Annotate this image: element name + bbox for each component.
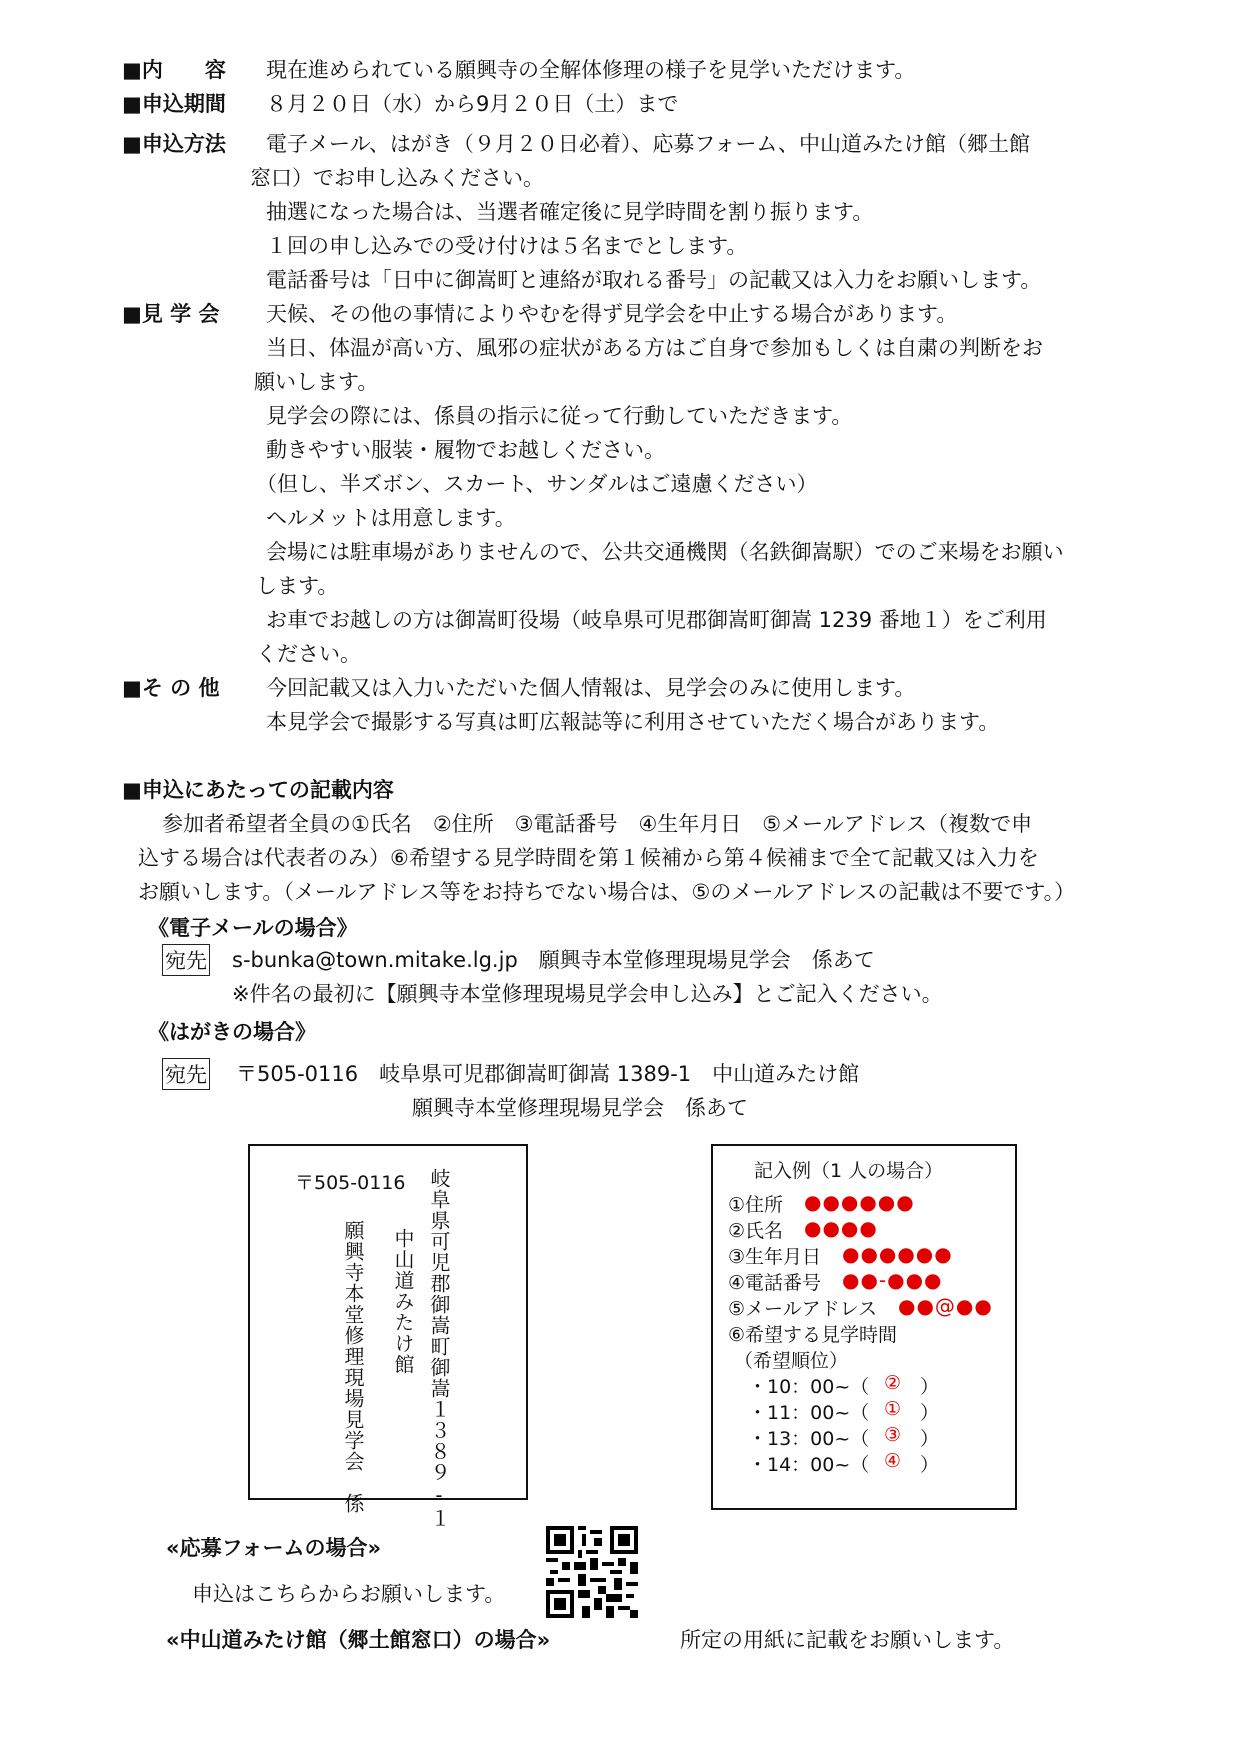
example-label-name: ②氏名 — [728, 1220, 784, 1242]
example-rank-2: ① — [884, 1398, 902, 1420]
form-heading: «応募フォームの場合» — [166, 1536, 382, 1560]
example-close-2: ） — [920, 1402, 940, 1424]
example-close-3: ） — [920, 1428, 940, 1450]
example-time-label: ⑥希望する見学時間 — [728, 1324, 898, 1346]
email-atesaki: 宛先 — [162, 944, 210, 976]
kengakukai-line-2: 当日、体温が高い方、風邪の症状がある方はご自身で参加もしくは自粛の判断をお — [266, 336, 1043, 360]
label-naiyou: ■内 容 — [122, 58, 226, 82]
example-value-birthday: ●●●●●● — [842, 1242, 953, 1266]
email-note: ※件名の最初に【願興寺本堂修理現場見学会申し込み】とご記入ください。 — [232, 982, 943, 1006]
example-time-2: ・11：00~（ — [748, 1402, 870, 1424]
qr-code[interactable] — [546, 1526, 638, 1618]
kisai-line-1: 参加者希望者全員の①氏名 ②住所 ③電話番号 ④生年月日 ⑤メールアドレス（複数で申 — [162, 812, 1033, 836]
example-time-1: ・10：00~（ — [748, 1376, 870, 1398]
houhou-line-1: 電子メール、はがき（９月２０日必着）、応募フォーム、中山道みたけ館（郷土館 — [266, 132, 1030, 156]
example-value-email: ●●@●● — [898, 1294, 993, 1318]
example-time-4: ・14：00~（ — [748, 1454, 870, 1476]
museum-text: 所定の用紙に記載をお願いします。 — [680, 1628, 1015, 1652]
postcard-recipient-col: 願興寺本堂修理現場見学会 係 — [341, 1220, 365, 1514]
example-time-3: ・13：00~（ — [748, 1428, 870, 1450]
museum-heading: «中山道みたけ館（郷土館窓口）の場合» — [166, 1628, 551, 1652]
houhou-line-5: 電話番号は「日中に御嵩町と連絡が取れる番号」の記載又は入力をお願いします。 — [266, 268, 1042, 292]
naiyou-text: 現在進められている願興寺の全解体修理の様子を見学いただけます。 — [266, 58, 916, 82]
example-label-phone: ④電話番号 — [728, 1272, 822, 1294]
example-rank-3: ③ — [884, 1424, 902, 1446]
kengakukai-line-5: 動きやすい服装・履物でお越しください。 — [266, 438, 665, 462]
example-close-4: ） — [920, 1454, 940, 1476]
houhou-line-4: １回の申し込みでの受け付けは５名までとします。 — [266, 234, 748, 258]
example-label-birthday: ③生年月日 — [728, 1246, 822, 1268]
example-label-address: ①住所 — [728, 1194, 784, 1216]
example-value-phone: ●●-●●● — [842, 1268, 943, 1292]
hagaki-address: 〒505-0116 岐阜県可児郡御嵩町御嵩 1389-1 中山道みたけ館 — [236, 1062, 860, 1086]
postcard-frame — [248, 1144, 528, 1500]
kisai-line-2: 込する場合は代表者のみ）⑥希望する見学時間を第１候補から第４候補まで全て記載又は入力を — [138, 846, 1039, 870]
kengakukai-line-8: 会場には駐車場がありませんので、公共交通機関（名鉄御嵩駅）でのご来場をお願い — [266, 540, 1064, 564]
example-title: 記入例（1 人の場合） — [754, 1160, 944, 1182]
email-address: s-bunka@town.mitake.lg.jp 願興寺本堂修理現場見学会 係あて — [232, 948, 875, 972]
hagaki-atesaki: 宛先 — [162, 1058, 210, 1090]
kikan-text: ８月２０日（水）から9月２０日（土）まで — [266, 92, 679, 116]
label-houhou: ■申込方法 — [122, 132, 226, 156]
label-sonota: ■そ の 他 — [122, 676, 220, 700]
sonota-line-1: 今回記載又は入力いただいた個人情報は、見学会のみに使用します。 — [266, 676, 916, 700]
houhou-line-2: 窓口）でお申し込みください。 — [250, 166, 544, 190]
kengakukai-line-4: 見学会の際には、係員の指示に従って行動していただきます。 — [266, 404, 853, 428]
example-close-1: ） — [920, 1376, 940, 1398]
form-text: 申込はこちらからお願いします。 — [192, 1582, 506, 1606]
example-rank-4: ④ — [884, 1450, 902, 1472]
example-label-email: ⑤メールアドレス — [728, 1298, 878, 1320]
kengakukai-line-6: （但し、半ズボン、スカート、サンダルはご遠慮ください） — [256, 472, 818, 496]
kengakukai-line-1: 天候、その他の事情によりやむを得ず見学会を中止する場合があります。 — [266, 302, 958, 326]
example-rank-1: ② — [884, 1372, 902, 1394]
kengakukai-line-9: します。 — [256, 574, 339, 598]
houhou-line-3: 抽選になった場合は、当選者確定後に見学時間を割り振ります。 — [266, 200, 874, 224]
kengakukai-line-11: ください。 — [256, 642, 361, 666]
example-value-address: ●●●●●● — [804, 1190, 915, 1214]
label-kikan: ■申込期間 — [122, 92, 226, 116]
kengakukai-line-10: お車でお越しの方は御嵩町役場（岐阜県可児郡御嵩町御嵩 1239 番地１）をご利用 — [266, 608, 1047, 632]
kisai-heading: ■申込にあたっての記載内容 — [122, 778, 394, 802]
postcard-address-col: 岐阜県可児郡御嵩町御嵩１３８９-１ — [427, 1168, 451, 1529]
kengakukai-line-7: ヘルメットは用意します。 — [266, 506, 516, 530]
label-kengakukai: ■見 学 会 — [122, 302, 220, 326]
postcard-zip: 〒505-0116 — [295, 1172, 406, 1194]
example-value-name: ●●●● — [804, 1216, 878, 1240]
postcard-museum-col: 中山道みたけ館 — [391, 1228, 415, 1375]
example-order-label: （希望順位） — [734, 1350, 849, 1372]
hagaki-address-2: 願興寺本堂修理現場見学会 係あて — [412, 1096, 748, 1120]
kengakukai-line-3: 願いします。 — [254, 370, 379, 394]
email-heading: 《電子メールの場合》 — [148, 916, 358, 940]
hagaki-heading: 《はがきの場合》 — [148, 1020, 316, 1044]
kisai-line-3: お願いします。（メールアドレス等をお持ちでない場合は、⑤のメールアドレスの記載は不要です。） — [138, 880, 1076, 904]
sonota-line-2: 本見学会で撮影する写真は町広報誌等に利用させていただく場合があります。 — [266, 710, 1000, 734]
